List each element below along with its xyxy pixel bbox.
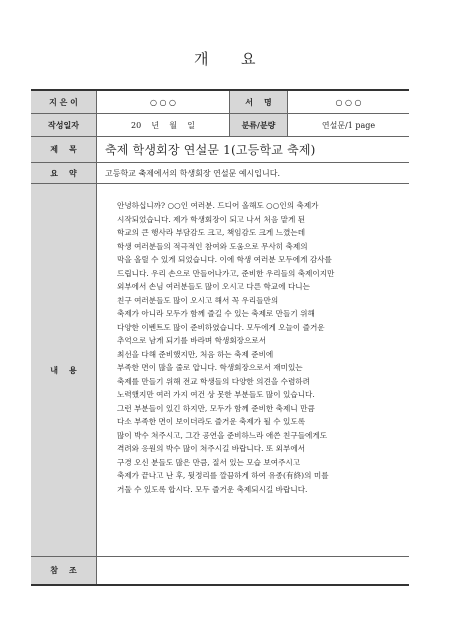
reference-row xyxy=(31,557,409,584)
subject-row xyxy=(31,137,409,163)
page-title-char-1: 개 xyxy=(194,50,209,68)
page-title xyxy=(0,48,450,69)
content-line: 시작되었습니다. 제가 학생회장이 되고 나서 처음 맡게 된 xyxy=(117,214,306,224)
content-line: 그런 부분들이 있긴 하지만, 모두가 함께 준비한 축제니 만큼 xyxy=(117,403,315,413)
content-line: 축제가 아니라 모두가 함께 즐길 수 있는 축제로 만들기 위해 xyxy=(117,309,315,318)
content-body xyxy=(97,184,409,556)
content-line: 부족한 면이 많을 줄로 압니다. 학생회장으로서 재미있는 xyxy=(117,363,303,372)
content-line: 많이 박수 쳐주시고, 그간 공연을 준비하느라 애쓴 친구들에게도 xyxy=(117,430,328,440)
reference-label: 참 조 xyxy=(31,557,97,584)
content-line: 축제를 만들기 위해 전교 학생들의 다양한 의견을 수렴하려 xyxy=(117,376,310,386)
author-row xyxy=(31,91,409,114)
category-value: 연설문/1 page xyxy=(321,120,376,130)
content-line: 거둘 수 있도록 합시다. 모두 즐거운 축제되시길 바랍니다. xyxy=(117,484,308,494)
content-line: 다소 부족한 면이 보이더라도 즐거운 축제가 될 수 있도록 xyxy=(117,417,306,426)
content-line: 학교의 큰 행사라 부담감도 크고, 책임감도 크게 느꼈는데 xyxy=(117,228,306,237)
subject-value: 축제 학생회장 연설문 1(고등학교 축제) xyxy=(105,143,316,157)
reference-value xyxy=(97,557,409,584)
content-line: 막을 올릴 수 있게 되었습니다. 이에 학생 여러분 모두에게 감사를 xyxy=(117,255,332,264)
content-row xyxy=(31,184,409,557)
content-label: 내 용 xyxy=(31,184,97,556)
content-line: 안녕하십니까? ○○인 여러분. 드디어 올해도 ○○인의 축제가 xyxy=(117,201,319,210)
date-label: 작성일자 xyxy=(31,114,97,136)
summary-row xyxy=(31,163,409,184)
content-line: 학생 여러분들의 적극적인 참여와 도움으로 무사히 축제의 xyxy=(117,241,308,251)
content-line: 추억으로 남게 되기를 바라며 학생회장으로서 xyxy=(117,336,267,345)
content-line: 노력했지만 여러 가지 여건 상 못한 부분들도 많이 있습니다. xyxy=(117,390,315,399)
content-line: 외부에서 손님 여러분들도 많이 오시고 다른 학교에 다니는 xyxy=(117,282,310,291)
content-line: 드립니다. 우리 손으로 만들어나가고, 준비한 우리들의 축제이지만 xyxy=(117,268,335,278)
summary-value: 고등학교 축제에서의 학생회장 연설문 예시입니다. xyxy=(105,168,281,178)
date-value: 20 년 월 일 xyxy=(97,114,230,136)
category-label: 분류/분량 xyxy=(230,114,288,136)
content-line: 축제가 끝나고 난 후, 뒷정리를 깔끔하게 하여 유종(有終)의 미를 xyxy=(117,471,329,480)
subject-label: 제 목 xyxy=(31,137,97,162)
name-value: ○ ○ ○ xyxy=(335,97,362,107)
content-lines xyxy=(117,199,334,496)
summary-label: 요 약 xyxy=(31,163,97,183)
author-label: 지 은 이 xyxy=(31,91,97,113)
page-title-char-2: 요 xyxy=(241,50,256,68)
content-line: 격려와 응원의 박수 많이 쳐주시길 바랍니다. 또 외부에서 xyxy=(117,444,306,453)
date-row xyxy=(31,114,409,137)
summary-form xyxy=(31,89,409,586)
name-label: 서 명 xyxy=(230,91,288,113)
content-line: 구경 오신 분들도 많은 만큼, 질서 있는 모습 보여주시고 xyxy=(117,457,301,467)
content-line: 다양한 이벤트도 많이 준비하였습니다. 모두에게 오늘이 즐거운 xyxy=(117,322,325,332)
content-line: 친구 여러분들도 많이 오시고 해서 꼭 우리들만의 xyxy=(117,295,279,305)
author-value: ○ ○ ○ xyxy=(97,91,230,113)
content-line: 최선을 다해 준비했지만, 처음 하는 축제 준비에 xyxy=(117,349,274,359)
